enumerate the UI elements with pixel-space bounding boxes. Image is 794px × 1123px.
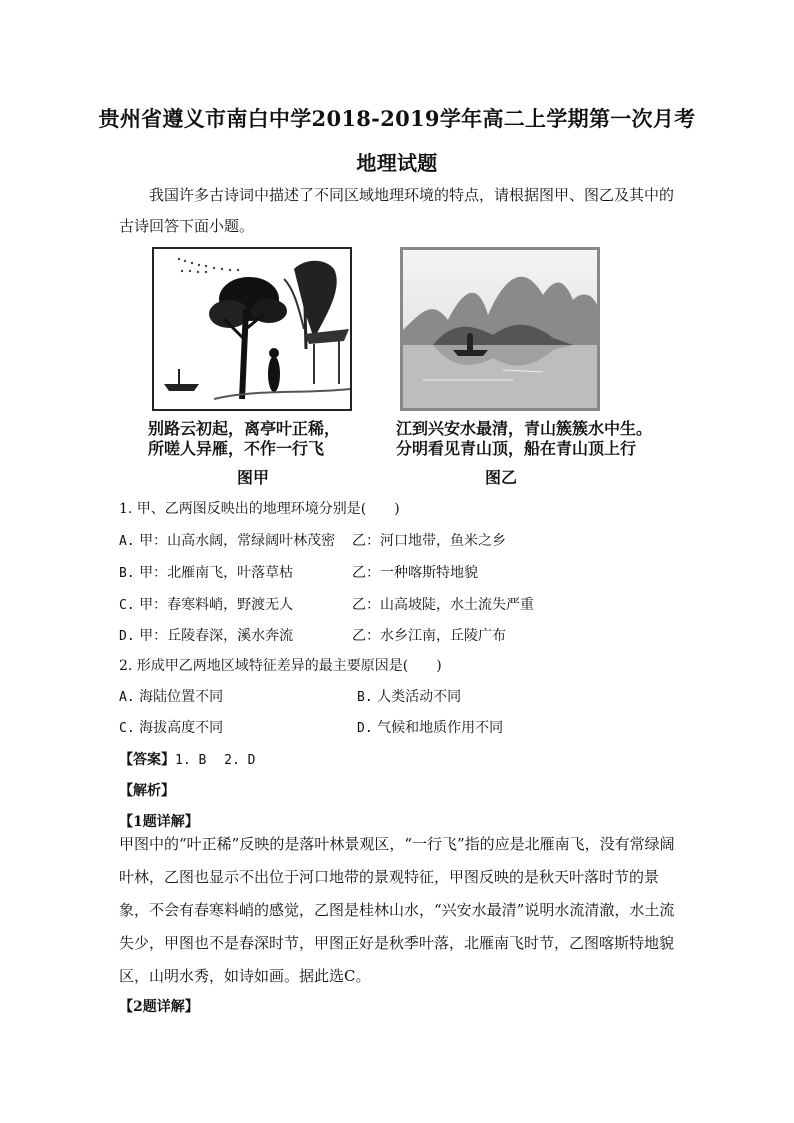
q2-option-b-text: 人类活动不同	[377, 689, 462, 705]
q1-option-b-label: B.	[119, 566, 135, 581]
analysis-label: 【解析】	[119, 783, 175, 799]
answer-q2: 2. D	[224, 753, 256, 768]
q1-option-c-right: 乙：山高坡陡，水土流失严重	[352, 597, 534, 613]
title-line1: 贵州省遵义市南白中学2018-2019学年高二上学期第一次月考	[98, 106, 696, 131]
q2-option-d-text: 气候和地质作用不同	[377, 720, 504, 736]
q2-option-b-label: B.	[357, 690, 373, 705]
q2-option-d-label: D.	[357, 721, 373, 736]
q2-option-a-text: 海陆位置不同	[139, 689, 224, 705]
figure-b-poem-line2: 分明看见青山顶，船在青山顶上行	[396, 439, 637, 458]
q2-option-c-text: 海拔高度不同	[139, 720, 224, 736]
q1-option-b	[119, 562, 293, 582]
q1-option-a-label: A.	[119, 534, 135, 549]
q1-option-b-left: 甲：北雁南飞，叶落草枯	[139, 565, 294, 581]
figure-a-poem-line1: 别路云初起，离亭叶正稀，	[148, 419, 341, 438]
detail1-text: 甲图中的“叶正稀”反映的是落叶林景观区，“一行飞”指的应是北雁南飞，没有常绿阔叶林，乙图也显示不出位于河口地带的景观特征，甲图反映的是秋天叶落时节的景象，不会有春寒料峭的感觉，乙图是桂林山水，“兴安水最清”说明水流清澈，水土流失少，甲图也不是春深时节，甲图正好是秋季叶落，北雁南飞时节，乙图喀斯特地貌区，山明水秀，如诗如画。据此选C。	[119, 835, 675, 985]
figure-b-poem	[396, 419, 653, 459]
q2-option-c-label: C.	[119, 721, 135, 736]
answer-label: 【答案】	[119, 752, 175, 768]
q1-option-a-left: 甲：山高水阔，常绿阔叶林茂密	[139, 533, 336, 549]
q1-option-b-right: 乙：一种喀斯特地貌	[352, 565, 478, 581]
figure-a-poem-line2: 所嗟人异雁，不作一行飞	[148, 439, 325, 458]
figure-b-caption: 图乙	[484, 468, 517, 487]
q1-option-a	[119, 530, 335, 550]
figure-a-poem	[148, 419, 354, 459]
q1-option-d-right: 乙：水乡江南，丘陵广布	[352, 628, 506, 644]
q2-option-a-label: A.	[119, 690, 135, 705]
q1-option-c	[119, 594, 293, 614]
q1-option-c-label: C.	[119, 598, 135, 613]
q2-option-a	[119, 686, 223, 706]
figure-a-caption: 图甲	[236, 468, 269, 487]
q1-option-d-label: D.	[119, 629, 135, 644]
intro-paragraph: 我国许多古诗词中描述了不同区域地理环境的特点，请根据图甲、图乙及其中的古诗回答下面小题。	[119, 186, 675, 235]
figure-a-image	[152, 247, 352, 411]
figure-b	[396, 247, 653, 488]
q2-option-b	[357, 686, 461, 706]
q1-stem: 1. 甲、乙两图反映出的地理环境分别是( )	[119, 501, 400, 517]
figure-b-image	[400, 247, 600, 411]
detail1-label: 【1题详解】	[119, 814, 199, 830]
q1-option-c-left: 甲：春寒料峭，野渡无人	[139, 597, 294, 613]
q2-option-d	[357, 717, 503, 737]
answer-q1: 1. B	[175, 753, 207, 768]
q1-option-d-left: 甲：丘陵春深，溪水奔流	[139, 628, 294, 644]
q2-option-c	[119, 717, 223, 737]
figure-a	[148, 247, 354, 488]
q2-stem: 2. 形成甲乙两地区域特征差异的最主要原因是( )	[119, 658, 442, 674]
answer-line	[119, 749, 255, 769]
q1-option-d	[119, 625, 293, 645]
title-line2: 地理试题	[356, 151, 438, 175]
figure-b-poem-line1: 江到兴安水最清，青山簇簇水中生。	[396, 419, 653, 438]
detail2-label: 【2题详解】	[119, 999, 199, 1015]
q1-option-a-right: 乙：河口地带，鱼米之乡	[352, 533, 506, 549]
